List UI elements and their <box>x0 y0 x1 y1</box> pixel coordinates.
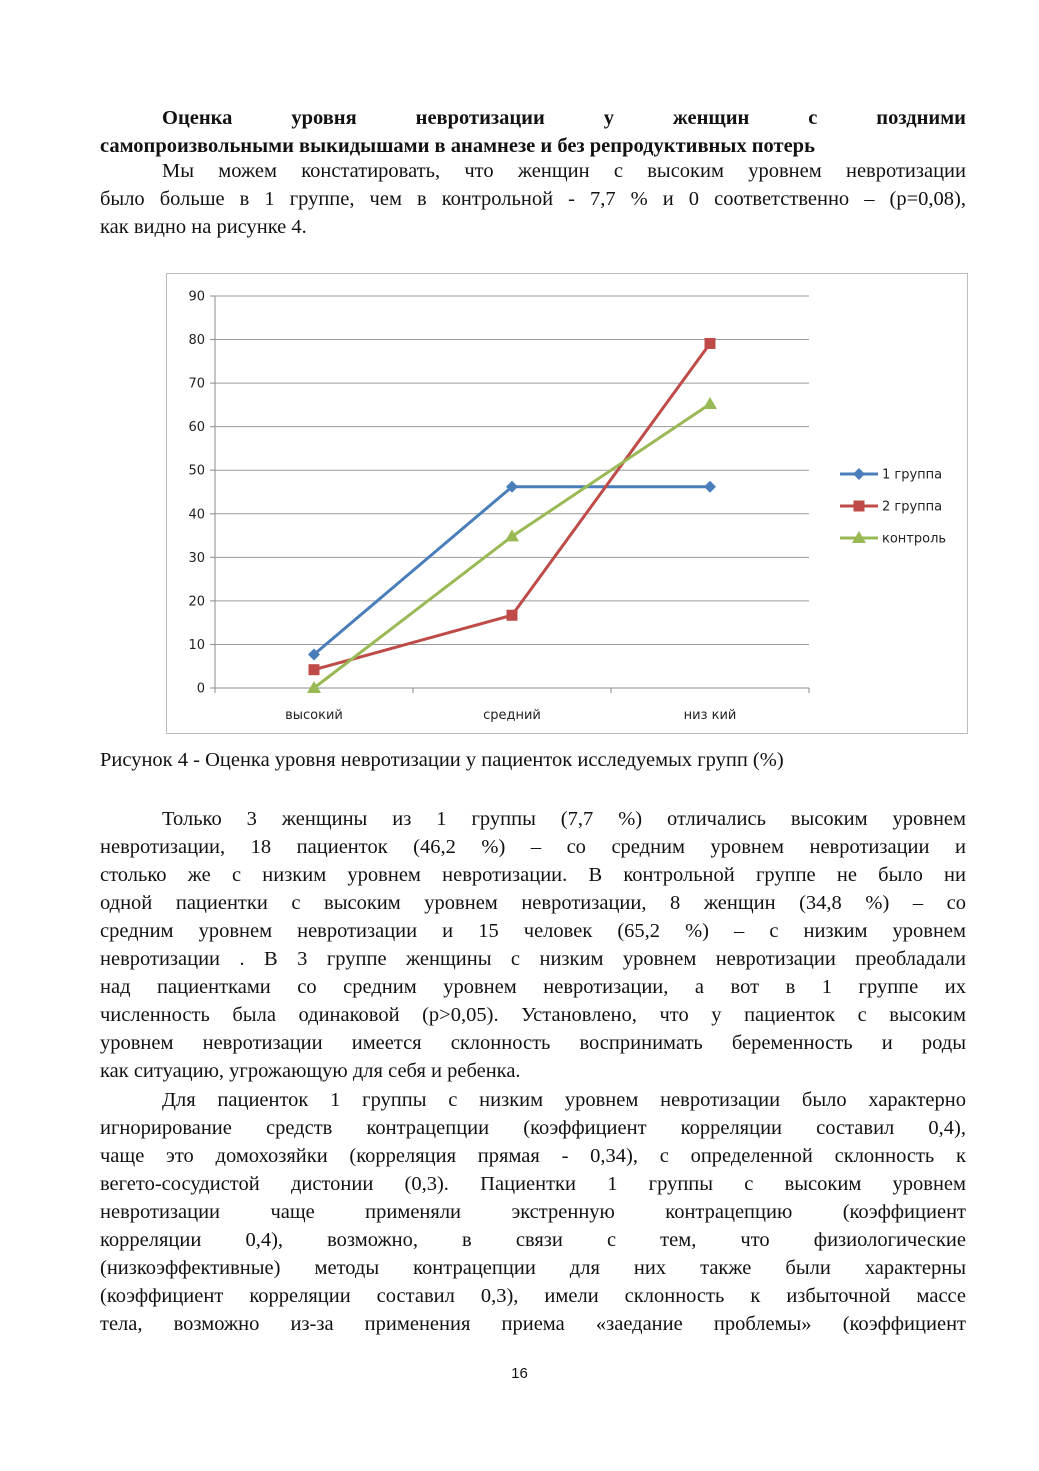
y-tick-label: 10 <box>188 637 205 653</box>
intro-paragraph <box>100 157 966 241</box>
intro-line: Мы можем констатировать, что женщин с высоким уровнем невротизации <box>162 160 966 182</box>
heading-line-1: Оценка уровня невротизации у женщин с поздними <box>162 107 966 129</box>
line-chart <box>166 273 968 734</box>
data-point <box>505 529 519 541</box>
body-line: Для пациенток 1 группы с низким уровнем невротизации было характерно <box>162 1089 966 1111</box>
y-tick-label: 50 <box>188 463 205 479</box>
heading-line-2: самопроизвольными выкидышами в анамнезе и без репродуктивных потерь <box>100 135 815 157</box>
data-point <box>507 610 518 621</box>
body-line: тела, возможно из-за применения приема «заедание проблемы» (коэффициент <box>100 1313 966 1335</box>
legend-label: 1 группа <box>882 467 943 483</box>
body-line: столько же с низким уровнем невротизации. В контрольной группе не было ни <box>100 864 966 886</box>
y-tick-label: 0 <box>196 681 205 697</box>
section-heading <box>100 104 966 160</box>
x-tick-label: высокий <box>285 708 343 723</box>
legend-marker <box>854 501 865 512</box>
legend-marker <box>853 468 865 480</box>
y-tick-label: 70 <box>188 376 205 392</box>
body-paragraph-2 <box>100 1086 966 1338</box>
body-line: невротизации, 18 пациенток (46,2 %) – со средним уровнем невротизации и <box>100 836 966 858</box>
y-tick-label: 30 <box>188 550 205 566</box>
data-point <box>705 338 716 349</box>
body-line: как ситуацию, угрожающую для себя и ребенка. <box>100 1060 521 1082</box>
series-line-2 <box>314 343 710 669</box>
body-line: невротизации чаще применяли экстренную контрацепцию (коэффициент <box>100 1201 966 1223</box>
x-tick-label: средний <box>483 708 541 723</box>
y-tick-label: 90 <box>188 289 205 305</box>
body-line: одной пациентки с высоким уровнем невротизации, 8 женщин (34,8 %) – со <box>100 892 966 914</box>
body-line: уровнем невротизации имеется склонность воспринимать беременность и роды <box>100 1032 966 1054</box>
data-point <box>704 481 716 493</box>
body-line: (коэффициент корреляции составил 0,3), имели склонность к избыточной массе <box>100 1285 966 1307</box>
page-number: 16 <box>511 1365 528 1382</box>
body-line: игнорирование средств контрацепции (коэффициент корреляции составил 0,4), <box>100 1117 966 1139</box>
body-line: вегето-сосудистой дистонии (0,3). Пациентки 1 группы с высоким уровнем <box>100 1173 966 1195</box>
y-tick-label: 40 <box>188 507 205 523</box>
legend-label: контроль <box>882 531 947 547</box>
body-line: над пациентками со средним уровнем невротизации, а вот в 1 группе их <box>100 976 966 998</box>
body-line: Только 3 женщины из 1 группы (7,7 %) отличались высоким уровнем <box>162 808 966 830</box>
chart-canvas <box>167 274 967 733</box>
series-line-3 <box>314 404 710 688</box>
y-tick-label: 80 <box>188 333 205 349</box>
intro-line: как видно на рисунке 4. <box>100 216 307 238</box>
data-point <box>703 397 717 409</box>
figure-caption: Рисунок 4 - Оценка уровня невротизации у пациенток исследуемых групп (%) <box>100 749 784 771</box>
body-line: невротизации . В 3 группе женщины с низким уровнем невротизации преобладали <box>100 948 966 970</box>
y-tick-label: 60 <box>188 420 205 436</box>
series-line-1 <box>314 487 710 655</box>
body-line: (низкоэффективные) методы контрацепции для них также были характерны <box>100 1257 966 1279</box>
data-point <box>309 664 320 675</box>
body-line: средним уровнем невротизации и 15 человек (65,2 %) – с низким уровнем <box>100 920 966 942</box>
legend-label: 2 группа <box>882 499 943 515</box>
body-line: корреляции 0,4), возможно, в связи с тем, что физиологические <box>100 1229 966 1251</box>
body-line: численность была одинаковой (p>0,05). Установлено, что у пациенток с высоким <box>100 1004 966 1026</box>
body-line: чаще это домохозяйки (корреляция прямая - 0,34), с определенной склонность к <box>100 1145 966 1167</box>
body-paragraph-1 <box>100 805 966 1085</box>
y-tick-label: 20 <box>188 594 205 610</box>
intro-line: было больше в 1 группе, чем в контрольной - 7,7 % и 0 соответственно – (p=0,08), <box>100 188 966 210</box>
x-tick-label: низ кий <box>683 708 737 723</box>
